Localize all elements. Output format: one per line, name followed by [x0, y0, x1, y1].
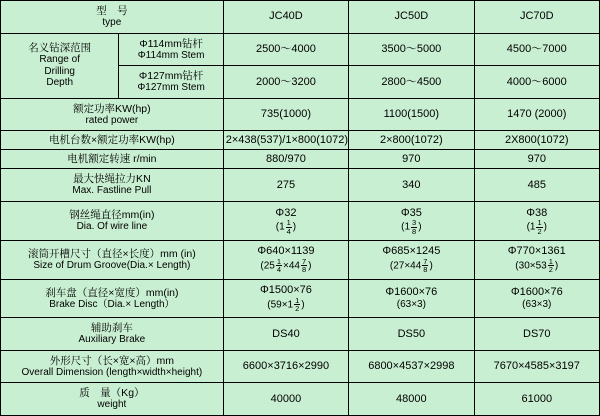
sub-label-cn: Φ127mm钻杆	[138, 70, 204, 83]
row-label-en: Max. Fastline Pull	[72, 185, 152, 197]
value-cell	[474, 240, 599, 279]
row-label-weight	[1, 383, 224, 416]
value-cell: 48000	[349, 383, 474, 416]
table-row	[1, 33, 600, 66]
table-row	[1, 240, 600, 279]
fraction: $\frac{7}{8}$	[423, 256, 428, 275]
sub-label-cn: Φ114mm钻杆	[139, 37, 203, 50]
value-cell: DS50	[349, 318, 474, 351]
value-cell: 735(1000)	[223, 98, 348, 131]
sub-label-en: Φ114mm Stem	[137, 49, 205, 61]
value-cell	[349, 279, 474, 318]
row-label-motor-speed	[1, 150, 224, 169]
fraction: $\frac{1}{2}$	[295, 295, 300, 314]
row-label-en2: Drilling	[44, 65, 75, 77]
sub-label-stem-127	[119, 66, 223, 99]
row-label-en: Size of Drum Groove(Dia.× Length)	[33, 259, 191, 271]
value-cell: 880/970	[223, 150, 348, 169]
row-label-en3: Depth	[46, 77, 74, 89]
value-cell: 4000～6000	[474, 66, 599, 99]
value-cell: 1100(1500)	[349, 98, 474, 131]
row-label-cn: 滚筒开槽尺寸（直径×长度）mm (in)	[28, 247, 196, 260]
table-row	[1, 169, 600, 202]
row-label-drilling-depth	[1, 33, 119, 98]
fraction: $\frac{1}{2}$	[548, 256, 553, 275]
value-primary: Φ38	[526, 206, 548, 219]
value-cell: 2800～4500	[349, 66, 474, 99]
value-cell: 970	[349, 150, 474, 169]
row-label-cn: 额定功率KW(hp)	[73, 102, 151, 115]
value-cell	[349, 240, 474, 279]
row-label-auxiliary-brake	[1, 318, 224, 351]
row-label-cn: 名义钻深范围	[28, 42, 92, 55]
row-label-drum-groove	[1, 240, 224, 279]
value-cell	[223, 279, 348, 318]
value-secondary: (1 $\frac{1}{4}$ )	[275, 218, 297, 236]
value-cell	[474, 201, 599, 240]
row-label-cn: 电机额定转速 r/min	[67, 153, 157, 166]
row-label-en: Auxiliary Brake	[78, 334, 146, 346]
value-secondary: (30×53 $\frac{1}{2}$ )	[515, 256, 559, 275]
table-row	[1, 279, 600, 318]
fraction: $\frac{1}{4}$	[286, 218, 291, 236]
header-type-en: type	[102, 17, 122, 29]
value-cell: 2000～3200	[223, 66, 348, 99]
value-cell: 2X800(1072)	[474, 131, 599, 150]
sub-label-stem-114	[119, 33, 223, 66]
sub-label-en: Φ127mm Stem	[137, 82, 205, 94]
row-label-cn: 刹车盘（直径×宽度）mm(in)	[45, 286, 179, 299]
value-cell: 61000	[474, 383, 599, 416]
value-primary: Φ32	[275, 206, 297, 219]
table-row	[1, 98, 600, 131]
table-row	[1, 201, 600, 240]
value-cell: 1470 (2000)	[474, 98, 599, 131]
table-row	[1, 318, 600, 351]
row-label-en: Brake Disc（Dia.× Length）	[49, 298, 175, 310]
row-label-rated-power	[1, 98, 224, 131]
header-model-jc40d: JC40D	[223, 1, 348, 34]
value-secondary: (25 $\frac{1}{4}$ ×44 $\frac{7}{8}$ )	[260, 256, 312, 275]
row-label-en: weight	[97, 399, 127, 411]
value-primary: Φ35	[400, 206, 422, 219]
value-cell: 6600×3716×2990	[223, 350, 348, 383]
value-cell: 7670×4585×3197	[474, 350, 599, 383]
value-cell	[349, 201, 474, 240]
value-cell: 485	[474, 169, 599, 202]
value-secondary: (27×44 $\frac{7}{8}$ )	[389, 256, 433, 275]
fraction: $\frac{1}{2}$	[537, 218, 542, 236]
value-primary: Φ1500×76	[259, 284, 312, 297]
value-cell: 2500～4000	[223, 33, 348, 66]
value-cell: 970	[474, 150, 599, 169]
value-cell: 340	[349, 169, 474, 202]
row-label-cn: 质 量（Kg）	[79, 387, 145, 400]
row-label-fastline-pull	[1, 169, 224, 202]
row-label-brake-disc	[1, 279, 224, 318]
value-cell: 4500～7000	[474, 33, 599, 66]
header-model-jc70d: JC70D	[474, 1, 599, 34]
row-label-cn: 辅助刹车	[90, 322, 133, 335]
value-primary: Φ1600×76	[510, 286, 563, 299]
value-cell	[223, 240, 348, 279]
fraction: $\frac{7}{8}$	[301, 256, 307, 275]
table-header-row	[1, 1, 600, 34]
value-cell: DS40	[223, 318, 348, 351]
value-cell: 3500～5000	[349, 33, 474, 66]
value-primary: Φ770×1361	[507, 245, 566, 258]
row-label-en: Dia. Of wire line	[76, 221, 148, 233]
row-label-wire-line-dia	[1, 201, 224, 240]
value-cell: 275	[223, 169, 348, 202]
row-label-en: rated power	[85, 114, 139, 126]
row-label-cn: 电机台数×额定功率KW(hp)	[49, 134, 175, 147]
value-primary: Φ640×1139	[257, 245, 315, 258]
fraction: $\frac{1}{4}$	[276, 256, 281, 275]
value-secondary: (1 $\frac{1}{2}$ )	[526, 218, 547, 236]
table-row	[1, 350, 600, 383]
row-label-cn: 外形尺寸（长×宽×高）mm	[49, 354, 174, 367]
header-type-cn: 型 号	[96, 4, 128, 17]
value-cell	[474, 279, 599, 318]
value-cell: DS70	[474, 318, 599, 351]
table-row	[1, 150, 600, 169]
table-row	[1, 131, 600, 150]
value-primary: Φ685×1245	[382, 245, 441, 258]
row-label-en: Overall Dimension (length×width×height)	[21, 366, 203, 378]
fraction: $\frac{3}{8}$	[412, 218, 417, 236]
row-label-motor-count-power	[1, 131, 224, 150]
value-primary: Φ1600×76	[385, 286, 438, 299]
table-row	[1, 383, 600, 416]
value-secondary: (59×1 $\frac{1}{2}$ )	[267, 295, 305, 314]
row-label-en: Range of	[39, 54, 80, 66]
value-cell: 2×438(537)/1×800(1072)	[223, 131, 348, 150]
row-label-cn: 钢丝绳直径mm(in)	[69, 209, 155, 222]
row-label-overall-dimension	[1, 350, 224, 383]
value-cell	[223, 201, 348, 240]
header-model-jc50d: JC50D	[349, 1, 474, 34]
value-cell: 2×800(1072)	[349, 131, 474, 150]
value-secondary: (63×3)	[522, 298, 552, 310]
header-type-cell	[1, 1, 224, 34]
value-secondary: (63×3)	[396, 298, 426, 310]
value-secondary: (1 $\frac{3}{8}$ )	[401, 218, 422, 236]
row-label-cn: 最大快绳拉力KN	[73, 173, 151, 186]
value-cell: 40000	[223, 383, 348, 416]
value-cell: 6800×4537×2998	[349, 350, 474, 383]
